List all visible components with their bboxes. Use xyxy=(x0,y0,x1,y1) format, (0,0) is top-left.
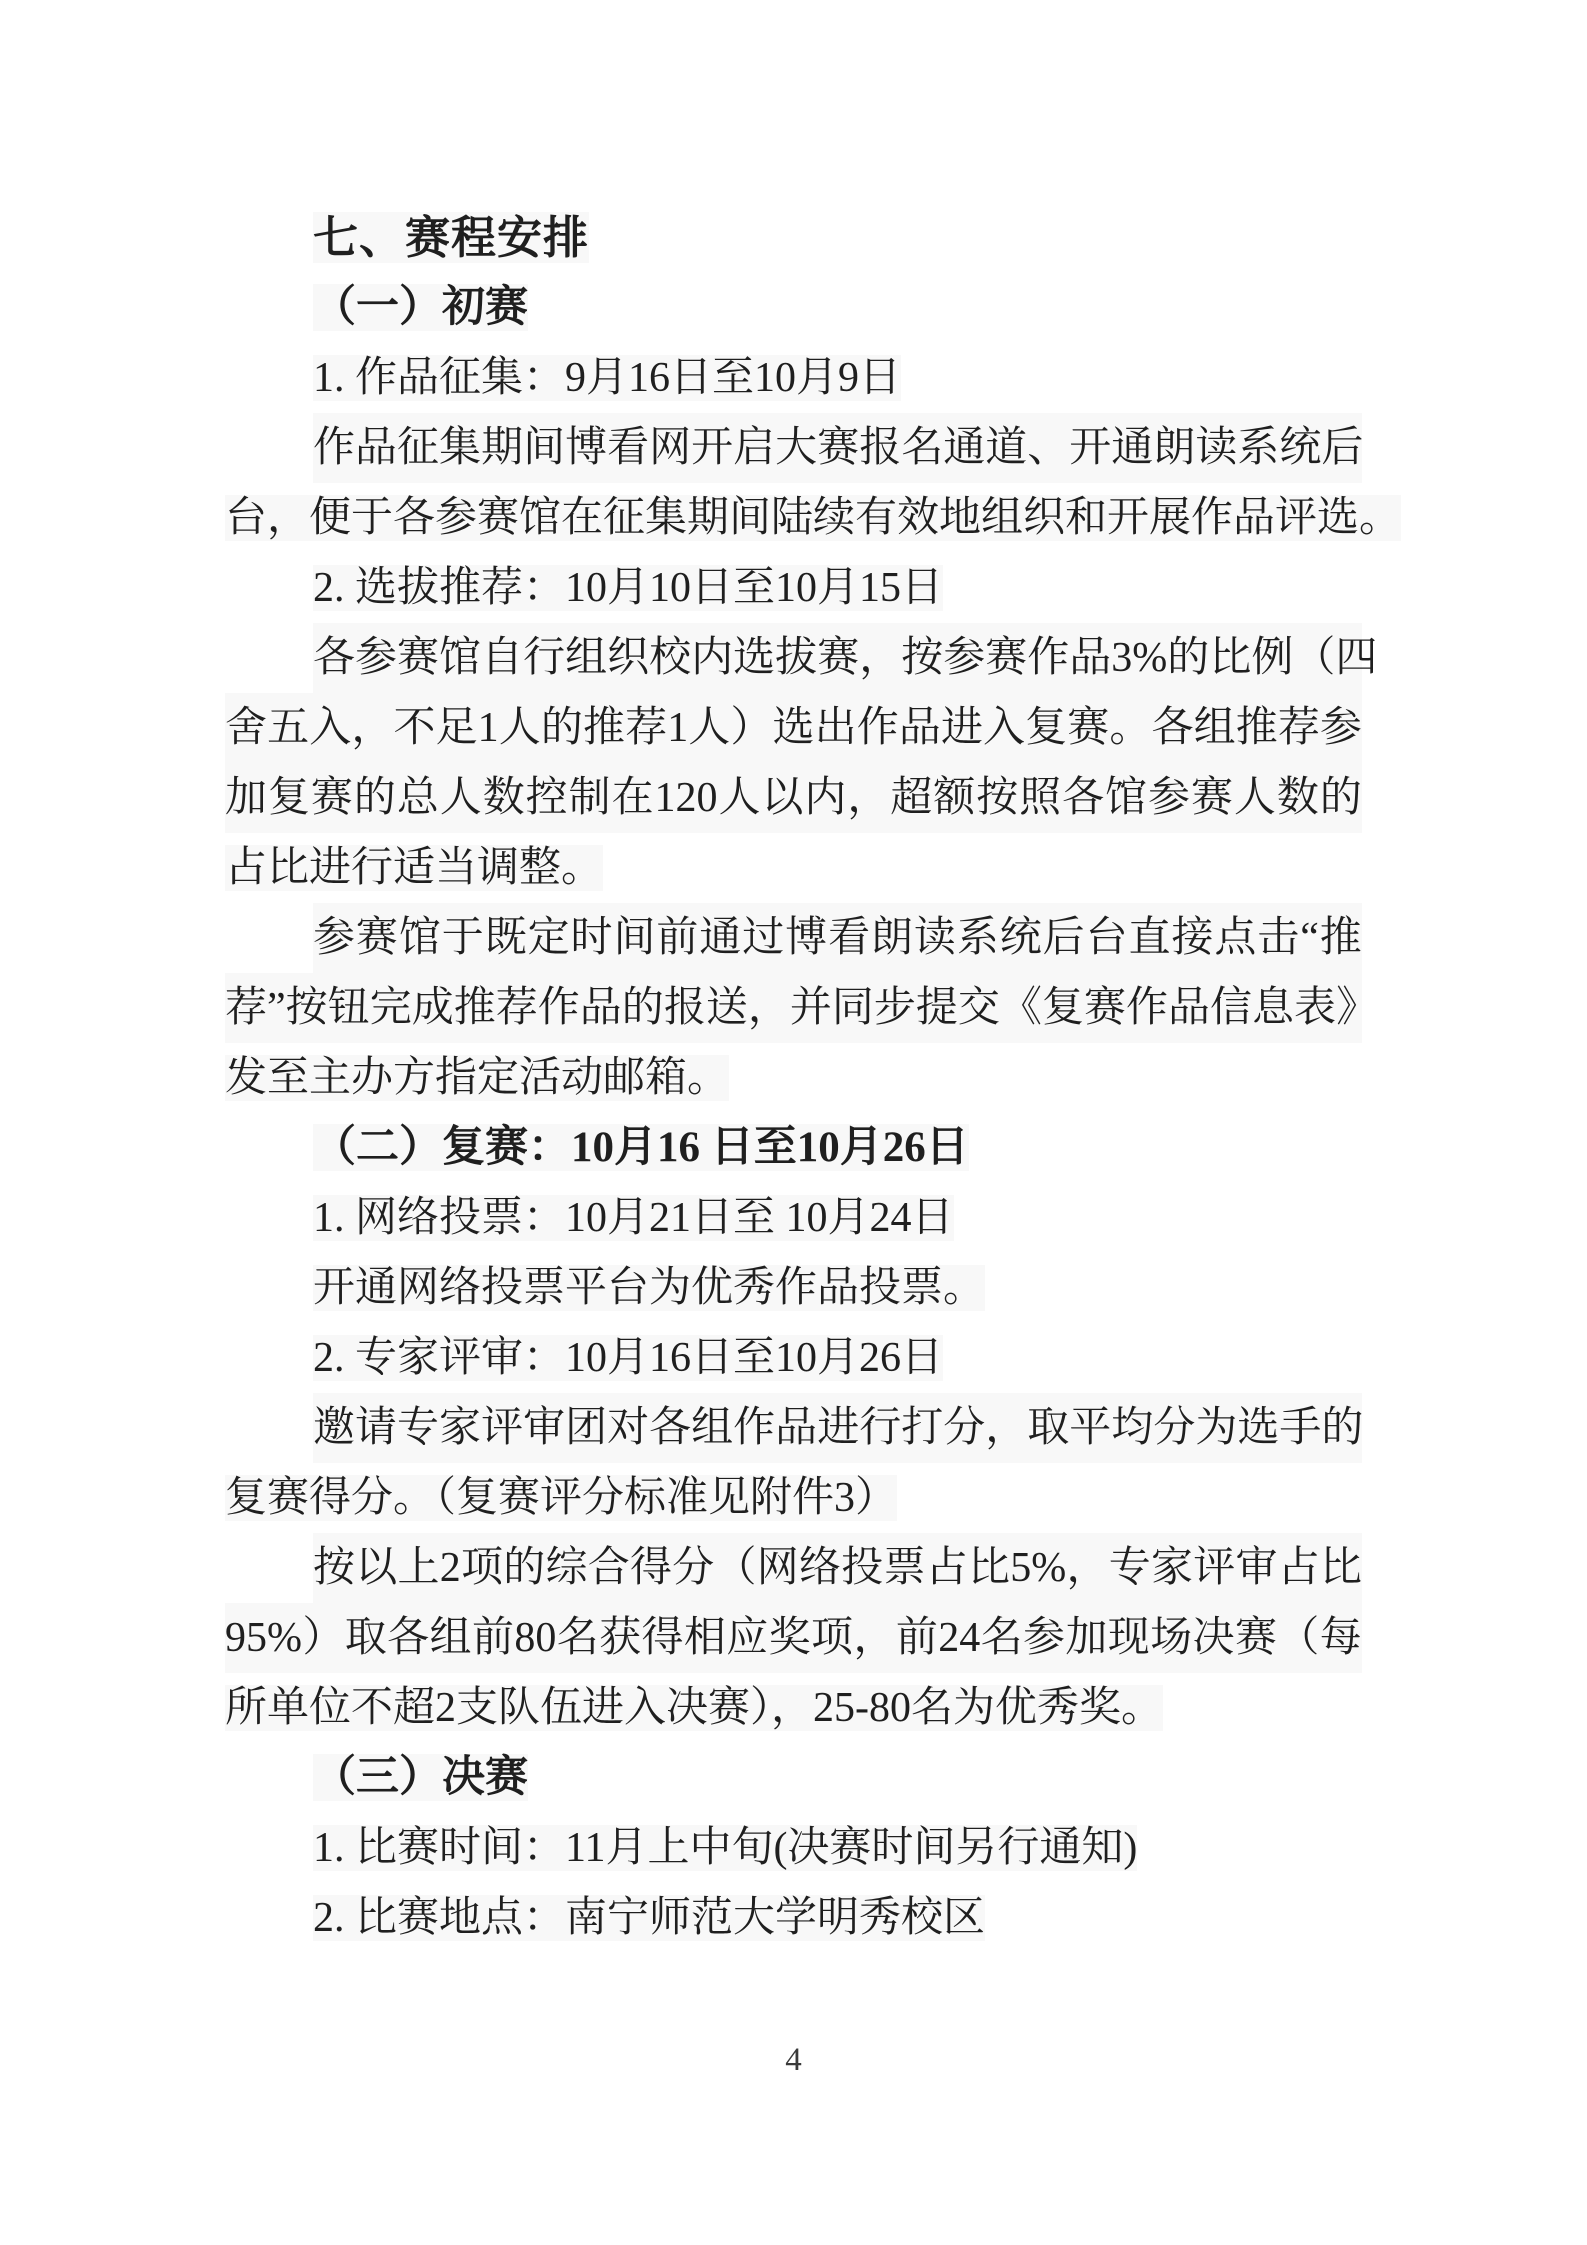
text-line: 舍 五 入 ， 不 足 1 人 的 推 荐 1 人 ） 选 出 作 品 进 入 复 赛 。 各 组 推 荐 参 xyxy=(225,693,1362,763)
text-line: 2. 比赛地点：南宁师范大学明秀校区 xyxy=(313,1895,986,1941)
text-line: 台，便于各参赛馆在征集期间陆续有效地组织和开展作品评选。 xyxy=(225,495,1402,541)
text-line: 1. 比赛时间：11月上中旬(决赛时间另行通知) xyxy=(313,1825,1138,1871)
text-line: 作 品 征 集 期 间 博 看 网 开 启 大 赛 报 名 通 道 、 开 通 朗 读 系 统 后 xyxy=(225,413,1362,483)
text-line: 参 赛 馆 于 既 定 时 间 前 通 过 博 看 朗 读 系 统 后 台 直 接 点 击 “ 推 xyxy=(225,903,1362,973)
text-line: 1. 作品征集：9月16日至10月9日 xyxy=(313,355,902,401)
text-line: 邀 请 专 家 评 审 团 对 各 组 作 品 进 行 打 分 ， 取 平 均 分 为 选 手 的 xyxy=(225,1393,1362,1463)
text-line: 荐 ” 按 钮 完 成 推 荐 作 品 的 报 送 ， 并 同 步 提 交 《 复 赛 作 品 信 息 表 》 xyxy=(225,973,1362,1043)
text-line: 1. 网络投票：10月21日至 10月24日 xyxy=(313,1195,954,1241)
text-line: 占比进行适当调整。 xyxy=(225,845,604,891)
text-line: 所单位不超2支队伍进入决赛），25-80名为优秀奖。 xyxy=(225,1685,1163,1731)
document-body xyxy=(225,203,1402,1953)
text-line: 按 以 上 2 项 的 综 合 得 分 （ 网 络 投 票 占 比 5% ， 专 家 评 审 占 比 xyxy=(225,1533,1362,1603)
text-line: 2. 选拔推荐：10月10日至10月15日 xyxy=(313,565,944,611)
text-line: 发至主办方指定活动邮箱。 xyxy=(225,1055,730,1101)
text-line: 2. 专家评审：10月16日至10月26日 xyxy=(313,1335,944,1381)
text-line: 95% ） 取 各 组 前 80 名 获 得 相 应 奖 项 ， 前 24 名 参 加 现 场 决 赛 （ 每 xyxy=(225,1603,1362,1673)
text-line: 加 复 赛 的 总 人 数 控 制 在 120 人 以 内 ， 超 额 按 照 各 馆 参 赛 人 数 的 xyxy=(225,763,1362,833)
text-line: 开通网络投票平台为优秀作品投票。 xyxy=(313,1265,986,1311)
text-line: 七、赛程安排 xyxy=(313,212,590,263)
text-line: （三）决赛 xyxy=(313,1754,528,1801)
page-number: 4 xyxy=(785,2042,802,2078)
text-line: （二）复赛：10月16 日至10月26日 xyxy=(313,1124,969,1171)
text-line: 各 参 赛 馆 自 行 组 织 校 内 选 拔 赛 ， 按 参 赛 作 品 3% 的 比 例 （ 四 xyxy=(225,623,1362,693)
text-line: 复赛得分。（复赛评分标准见附件3） xyxy=(225,1475,898,1521)
text-line: （一）初赛 xyxy=(313,284,528,331)
